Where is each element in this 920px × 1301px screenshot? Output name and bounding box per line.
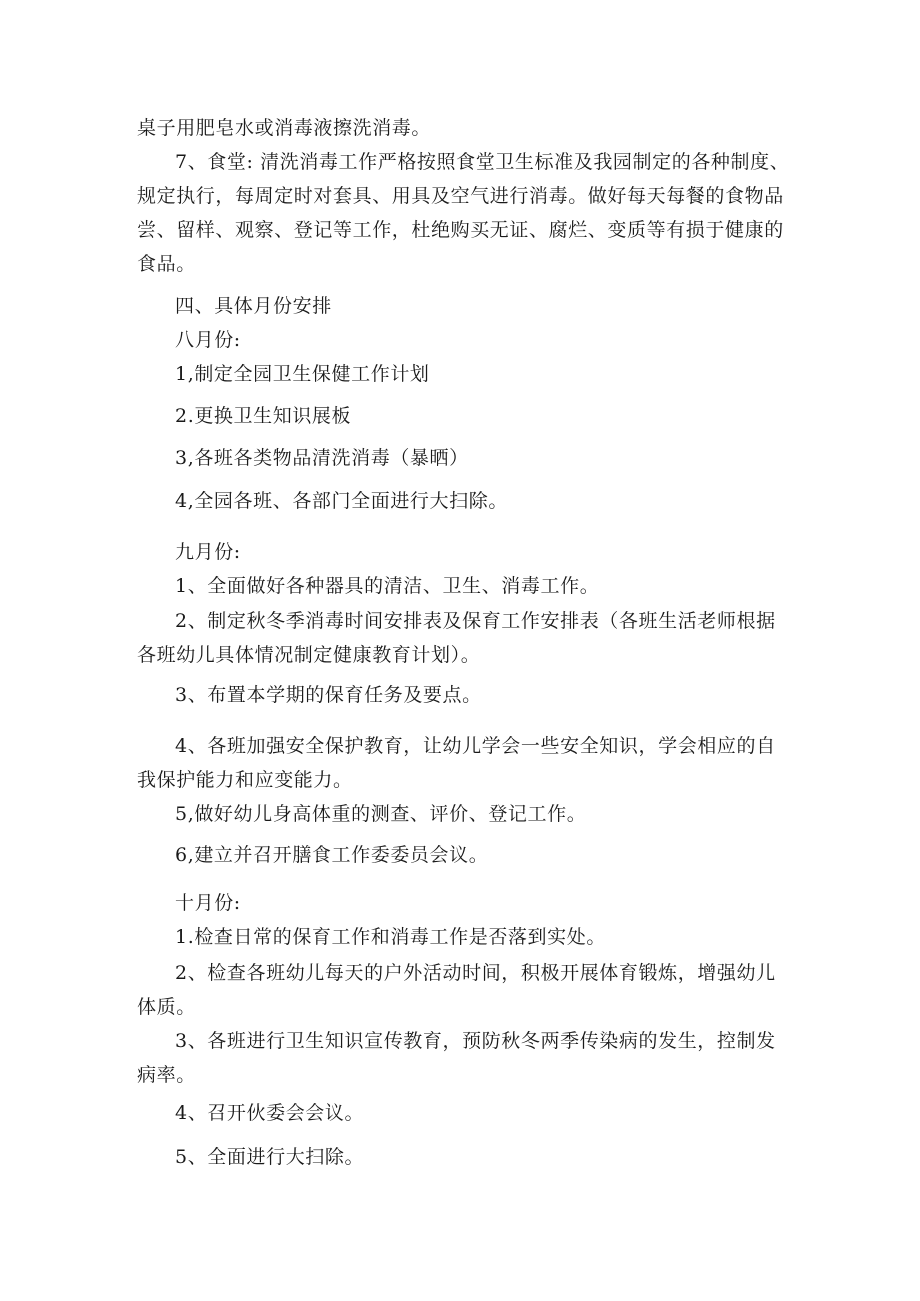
october-item-1: 1.检查日常的保育工作和消毒工作是否落到实处。 (175, 926, 606, 948)
september-item-2: 2、制定秋冬季消毒时间安排表及保育工作安排表（各班生活老师根据各班幼儿具体情况制定健康教育计划）。 (137, 610, 776, 666)
september-item-5: 5,做好幼儿身高体重的测查、评价、登记工作。 (175, 803, 587, 825)
august-item-1: 1,制定全园卫生保健工作计划 (175, 363, 430, 385)
september-item-6: 6,建立并召开膳食工作委委员会议。 (175, 844, 489, 866)
october-item-5: 5、全面进行大扫除。 (175, 1146, 365, 1168)
october-item-3: 3、各班进行卫生知识宣传教育，预防秋冬两季传染病的发生，控制发病率。 (137, 1030, 776, 1086)
paragraph-continuation: 桌子用肥皂水或消毒液擦洗消毒。 (137, 117, 432, 139)
september-item-3: 3、布置本学期的保育任务及要点。 (175, 684, 482, 706)
month-september-heading: 九月份: (175, 541, 241, 563)
paragraph-canteen: 7、食堂: 清洗消毒工作严格按照食堂卫生标准及我园制定的各种制度、规定执行，每周定时对套具、用具及空气进行消毒。做好每天每餐的食物品尝、留样、观察、登记等工作，杜绝购买无证、腐烂、变质等有损于健康的食品。 (137, 151, 790, 275)
section-heading: 四、具体月份安排 (175, 295, 332, 317)
august-item-2: 2.更换卫生知识展板 (175, 405, 352, 427)
month-october-heading: 十月份: (175, 892, 241, 914)
october-item-2: 2、检查各班幼儿每天的户外活动时间，积极开展体育锻炼，增强幼儿体质。 (137, 962, 776, 1018)
october-item-4: 4、召开伙委会会议。 (175, 1102, 365, 1124)
month-august-heading: 八月份: (175, 329, 241, 351)
september-item-4: 4、各班加强安全保护教育，让幼儿学会一些安全知识，学会相应的自我保护能力和应变能力。 (137, 735, 776, 791)
september-item-1: 1、全面做好各种器具的清洁、卫生、消毒工作。 (175, 575, 600, 597)
august-item-4: 4,全园各班、各部门全面进行大扫除。 (175, 490, 508, 512)
august-item-3: 3,各班各类物品清洗消毒（暴晒） (175, 447, 469, 469)
